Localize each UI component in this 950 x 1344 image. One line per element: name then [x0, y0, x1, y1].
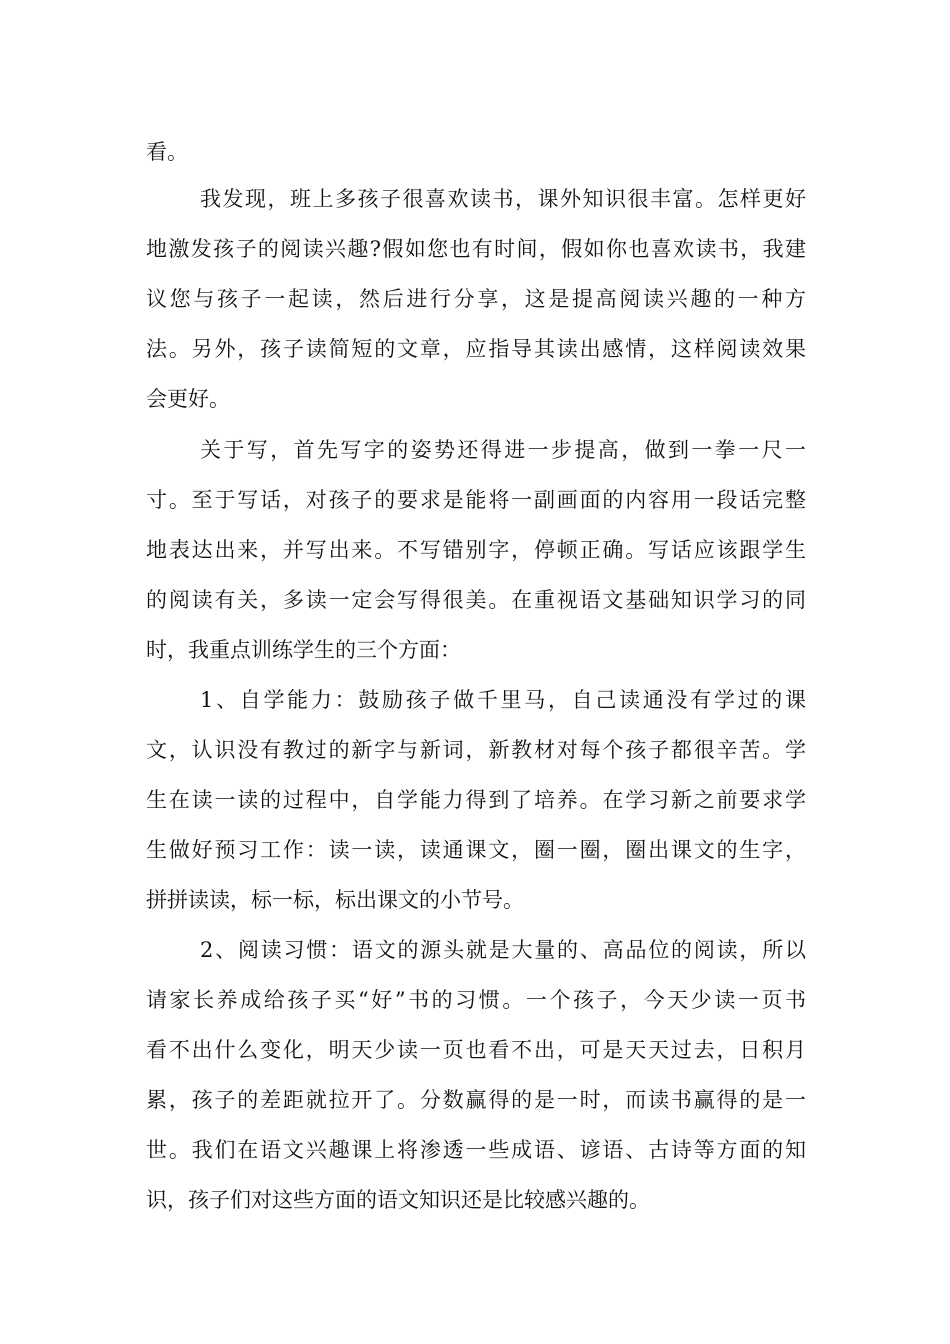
- text-line: 地激发孩子的阅读兴趣?假如您也有时间，假如你也喜欢读书，我建: [146, 237, 806, 261]
- text-line: 拼拼读读，标一标，标出课文的小节号。: [146, 888, 524, 912]
- text-line: 请家长养成给孩子买“好”书的习惯。一个孩子，今天少读一页书: [146, 988, 806, 1012]
- text-line: 议您与孩子一起读，然后进行分享，这是提高阅读兴趣的一种方: [146, 287, 806, 311]
- text-line: 看不出什么变化，明天少读一页也看不出，可是天天过去，日积月: [146, 1038, 806, 1062]
- text-line: 2、阅读习惯：语文的源头就是大量的、高品位的阅读，所以: [200, 938, 806, 962]
- text-line: 看。: [146, 140, 188, 164]
- text-line: 识，孩子们对这些方面的语文知识还是比较感兴趣的。: [146, 1188, 650, 1212]
- text-line: 累，孩子的差距就拉开了。分数赢得的是一时，而读书赢得的是一: [146, 1088, 806, 1112]
- text-line: 的阅读有关，多读一定会写得很美。在重视语文基础知识学习的同: [146, 588, 806, 612]
- text-line: 关于写，首先写字的姿势还得进一步提高，做到一拳一尺一: [200, 438, 806, 462]
- text-line: 文，认识没有教过的新字与新词，新教材对每个孩子都很辛苦。学: [146, 738, 806, 762]
- text-line: 会更好。: [146, 387, 230, 411]
- text-line: 世。我们在语文兴趣课上将渗透一些成语、谚语、古诗等方面的知: [146, 1138, 806, 1162]
- text-line: 我发现，班上多孩子很喜欢读书，课外知识很丰富。怎样更好: [200, 187, 806, 211]
- text-line: 生做好预习工作：读一读，读通课文，圈一圈，圈出课文的生字，: [146, 838, 806, 862]
- text-line: 寸。至于写话，对孩子的要求是能将一副画面的内容用一段话完整: [146, 488, 806, 512]
- text-line: 1、自学能力：鼓励孩子做千里马，自己读通没有学过的课: [200, 688, 806, 712]
- text-line: 法。另外，孩子读简短的文章，应指导其读出感情，这样阅读效果: [146, 337, 806, 361]
- text-line: 时，我重点训练学生的三个方面：: [146, 638, 461, 662]
- text-line: 地表达出来，并写出来。不写错别字，停顿正确。写话应该跟学生: [146, 538, 806, 562]
- text-line: 生在读一读的过程中，自学能力得到了培养。在学习新之前要求学: [146, 788, 806, 812]
